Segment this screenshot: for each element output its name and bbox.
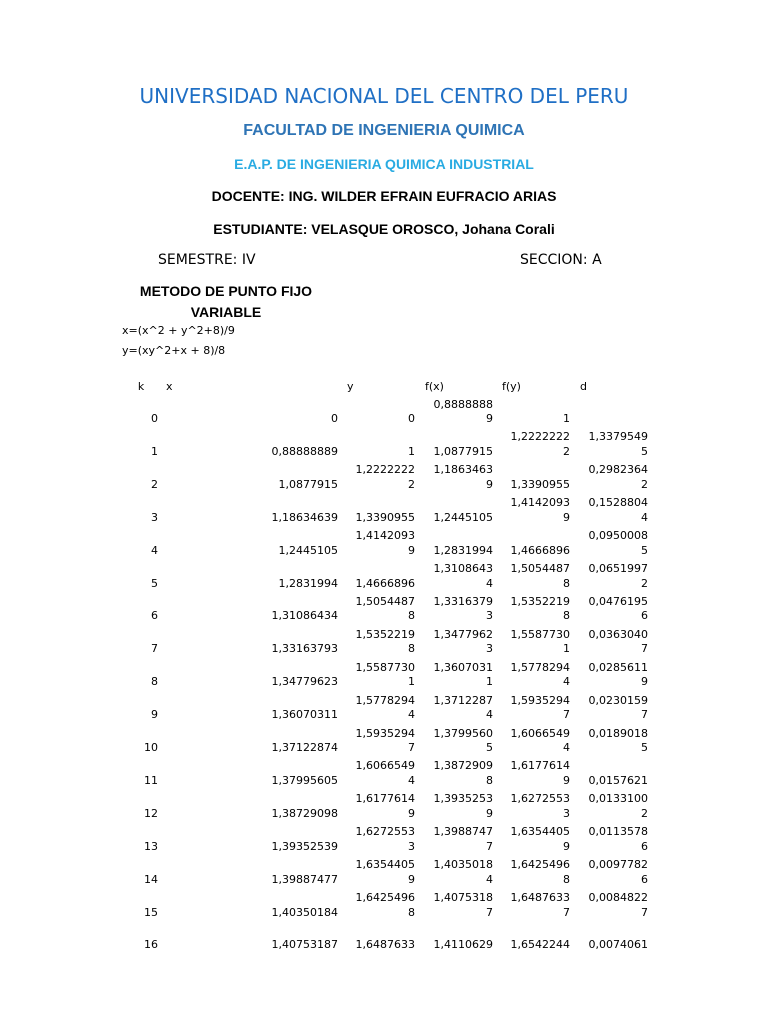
header-fy: f(y) (502, 380, 521, 393)
cell-fy: 1,6177614 (510, 759, 570, 773)
faculty-title: FACULTAD DE INGENIERIA QUIMICA (243, 122, 525, 139)
header-fx: f(x) (425, 380, 444, 393)
cell-y: 1,5935294 (355, 726, 415, 740)
cell-y: 4 (408, 708, 415, 722)
cell-fy: 1,3390955 (510, 477, 570, 491)
cell-k: 9 (151, 708, 158, 722)
method-title: METODO DE PUNTO FIJO VARIABLE (139, 283, 313, 320)
cell-x: 1,40753187 (271, 938, 338, 952)
cell-k: 15 (144, 905, 158, 919)
cell-k: 7 (151, 642, 158, 656)
cell-y: 8 (408, 642, 415, 656)
cell-fx: 1,3872909 (433, 759, 493, 773)
cell-fy: 1,5587730 (510, 627, 570, 641)
cell-fy: 1 (563, 642, 570, 656)
cell-y: 3 (408, 839, 415, 853)
cell-y: 1,6177614 (355, 792, 415, 806)
cell-d: 0,1528804 (588, 496, 648, 510)
cell-d: 5 (641, 444, 648, 458)
cell-k: 4 (151, 543, 158, 557)
cell-k: 1 (151, 444, 158, 458)
cell-d: 0,0097782 (588, 858, 648, 872)
cell-fx: 4 (486, 708, 493, 722)
cell-d: 0,0230159 (588, 693, 648, 707)
header-y: y (347, 380, 354, 393)
cell-fx: 1,2831994 (433, 543, 493, 557)
cell-d: 5 (641, 543, 648, 557)
cell-fx: 3 (486, 642, 493, 656)
cell-fy: 1,5935294 (510, 693, 570, 707)
cell-y: 4 (408, 773, 415, 787)
cell-fx: 9 (486, 806, 493, 820)
cell-y: 1,4142093 (355, 529, 415, 543)
header-x: x (166, 380, 173, 393)
cell-d: 5 (641, 741, 648, 754)
cell-fx: 4 (486, 872, 493, 886)
cell-d: 0,0133100 (588, 792, 648, 806)
cell-y: 1,4666896 (355, 576, 415, 590)
cell-x: 1,39887477 (271, 872, 338, 886)
cell-fy: 9 (563, 839, 570, 853)
cell-fy: 9 (563, 510, 570, 524)
cell-y: 2 (408, 477, 415, 491)
cell-fx: 1 (486, 675, 493, 689)
cell-fy: 1,6066549 (510, 726, 570, 740)
cell-y: 1,6425496 (355, 891, 415, 904)
cell-d: 0,0113578 (588, 825, 648, 839)
cell-fy: 4 (563, 741, 570, 754)
school-title: E.A.P. DE INGENIERIA QUIMICA INDUSTRIAL (234, 156, 534, 172)
cell-k: 8 (151, 675, 158, 689)
cell-fy: 1,6487633 (510, 891, 570, 904)
cell-d: 0,0363040 (588, 627, 648, 641)
cell-fy: 1,6354405 (510, 825, 570, 839)
cell-d: 4 (641, 510, 648, 524)
teacher-line: DOCENTE: ING. WILDER EFRAIN EUFRACIO ARIAS (211, 188, 557, 204)
cell-y: 0 (408, 412, 415, 425)
cell-y: 1,6066549 (355, 759, 415, 773)
cell-fx: 1,1863463 (433, 463, 493, 477)
cell-fx: 8 (486, 773, 493, 787)
cell-fy: 3 (563, 806, 570, 820)
cell-k: 0 (151, 412, 158, 425)
section-label: SECCION: A (520, 252, 602, 268)
cell-fy: 9 (563, 773, 570, 787)
cell-d: 0,0189018 (588, 726, 648, 740)
cell-d: 1,3379549 (588, 430, 648, 444)
cell-y: 1,5054487 (355, 594, 415, 608)
cell-d: 0,0285611 (588, 660, 648, 674)
cell-x: 1,37122874 (271, 741, 338, 754)
cell-fx: 1,3988747 (433, 825, 493, 839)
cell-fy: 1,5352219 (510, 594, 570, 608)
cell-d: 7 (641, 905, 648, 919)
cell-fx: 1,3799560 (433, 726, 493, 740)
cell-fx: 1,4110629 (433, 938, 493, 952)
cell-fx: 1,2445105 (433, 510, 493, 524)
cell-fx: 1,3108643 (433, 562, 493, 575)
cell-k: 6 (151, 609, 158, 623)
semester-label: SEMESTRE: IV (158, 252, 256, 268)
cell-fy: 1,4666896 (510, 543, 570, 557)
cell-y: 8 (408, 609, 415, 623)
cell-x: 0 (331, 412, 338, 425)
cell-x: 1,38729098 (271, 806, 338, 820)
cell-fy: 1 (563, 412, 570, 425)
cell-d: 6 (641, 609, 648, 623)
cell-fx: 7 (486, 839, 493, 853)
cell-fy: 8 (563, 576, 570, 590)
cell-k: 10 (144, 741, 158, 754)
cell-fy: 1,4142093 (510, 496, 570, 510)
cell-y: 1,5778294 (355, 693, 415, 707)
cell-d: 7 (641, 642, 648, 656)
cell-fx: 9 (486, 477, 493, 491)
cell-y: 8 (408, 905, 415, 919)
cell-x: 1,2831994 (278, 576, 338, 590)
cell-y: 1,3390955 (355, 510, 415, 524)
cell-fx: 4 (486, 576, 493, 590)
cell-fx: 1,3316379 (433, 594, 493, 608)
cell-x: 1,37995605 (271, 773, 338, 787)
cell-d: 2 (641, 806, 648, 820)
cell-fx: 0,8888888 (433, 397, 493, 411)
cell-x: 1,36070311 (271, 708, 338, 722)
cell-y: 1,6354405 (355, 858, 415, 872)
cell-fy: 1,6272553 (510, 792, 570, 806)
cell-fy: 1,6542244 (510, 938, 570, 952)
equation-y: y=(xy^2+x + 8)/8 (122, 344, 226, 357)
cell-fx: 5 (486, 741, 493, 754)
cell-k: 3 (151, 510, 158, 524)
cell-y: 1 (408, 675, 415, 689)
student-line: ESTUDIANTE: VELASQUE OROSCO, Johana Corali (213, 221, 555, 237)
cell-d: 0,0651997 (588, 562, 648, 575)
cell-d: 7 (641, 708, 648, 722)
cell-d: 0,0074061 (588, 938, 648, 952)
cell-y: 1,5352219 (355, 627, 415, 641)
cell-y: 1,6487633 (355, 938, 415, 952)
cell-d: 2 (641, 477, 648, 491)
cell-k: 14 (144, 872, 158, 886)
cell-fy: 7 (563, 708, 570, 722)
cell-fx: 1,0877915 (433, 444, 493, 458)
cell-x: 1,18634639 (271, 510, 338, 524)
header-d: d (580, 380, 587, 393)
cell-fx: 1,3607031 (433, 660, 493, 674)
cell-d: 0,0950008 (588, 529, 648, 543)
cell-d: 0,2982364 (588, 463, 648, 477)
cell-fy: 7 (563, 905, 570, 919)
cell-y: 1,2222222 (355, 463, 415, 477)
cell-fy: 1,5054487 (510, 562, 570, 575)
cell-k: 5 (151, 576, 158, 590)
university-title: UNIVERSIDAD NACIONAL DEL CENTRO DEL PERU (139, 84, 629, 108)
cell-x: 1,2445105 (278, 543, 338, 557)
cell-x: 1,31086434 (271, 609, 338, 623)
cell-fy: 8 (563, 609, 570, 623)
cell-d: 9 (641, 675, 648, 689)
cell-x: 1,33163793 (271, 642, 338, 656)
cell-x: 0,88888889 (271, 444, 338, 458)
cell-k: 13 (144, 839, 158, 853)
cell-fx: 3 (486, 609, 493, 623)
header-k: k (137, 380, 145, 393)
cell-y: 9 (408, 543, 415, 557)
cell-x: 1,34779623 (271, 675, 338, 689)
cell-fx: 1,4035018 (433, 858, 493, 872)
cell-fx: 9 (486, 412, 493, 425)
cell-k: 11 (144, 773, 158, 787)
cell-fy: 2 (563, 444, 570, 458)
cell-d: 0,0084822 (588, 891, 648, 904)
cell-k: 2 (151, 477, 158, 491)
cell-k: 16 (144, 938, 158, 952)
cell-y: 1 (408, 444, 415, 458)
cell-fx: 1,3477962 (433, 627, 493, 641)
cell-fx: 1,3712287 (433, 693, 493, 707)
cell-y: 1,5587730 (355, 660, 415, 674)
cell-y: 1,6272553 (355, 825, 415, 839)
cell-fy: 1,5778294 (510, 660, 570, 674)
cell-fx: 7 (486, 905, 493, 919)
cell-d: 6 (641, 839, 648, 853)
cell-fy: 8 (563, 872, 570, 886)
cell-y: 9 (408, 806, 415, 820)
cell-y: 9 (408, 872, 415, 886)
cell-y: 7 (408, 741, 415, 754)
cell-fx: 1,3935253 (433, 792, 493, 806)
cell-d: 0,0476195 (588, 594, 648, 608)
cell-x: 1,39352539 (271, 839, 338, 853)
cell-fx: 1,4075318 (433, 891, 493, 904)
cell-fy: 4 (563, 675, 570, 689)
cell-fy: 1,6425496 (510, 858, 570, 872)
cell-fy: 1,2222222 (510, 430, 570, 444)
cell-d: 6 (641, 872, 648, 886)
cell-x: 1,40350184 (271, 905, 338, 919)
cell-d: 0,0157621 (588, 773, 648, 787)
cell-x: 1,0877915 (278, 477, 338, 491)
cell-k: 12 (144, 806, 158, 820)
equation-x: x=(x^2 + y^2+8)/9 (122, 324, 235, 337)
cell-d: 2 (641, 576, 648, 590)
